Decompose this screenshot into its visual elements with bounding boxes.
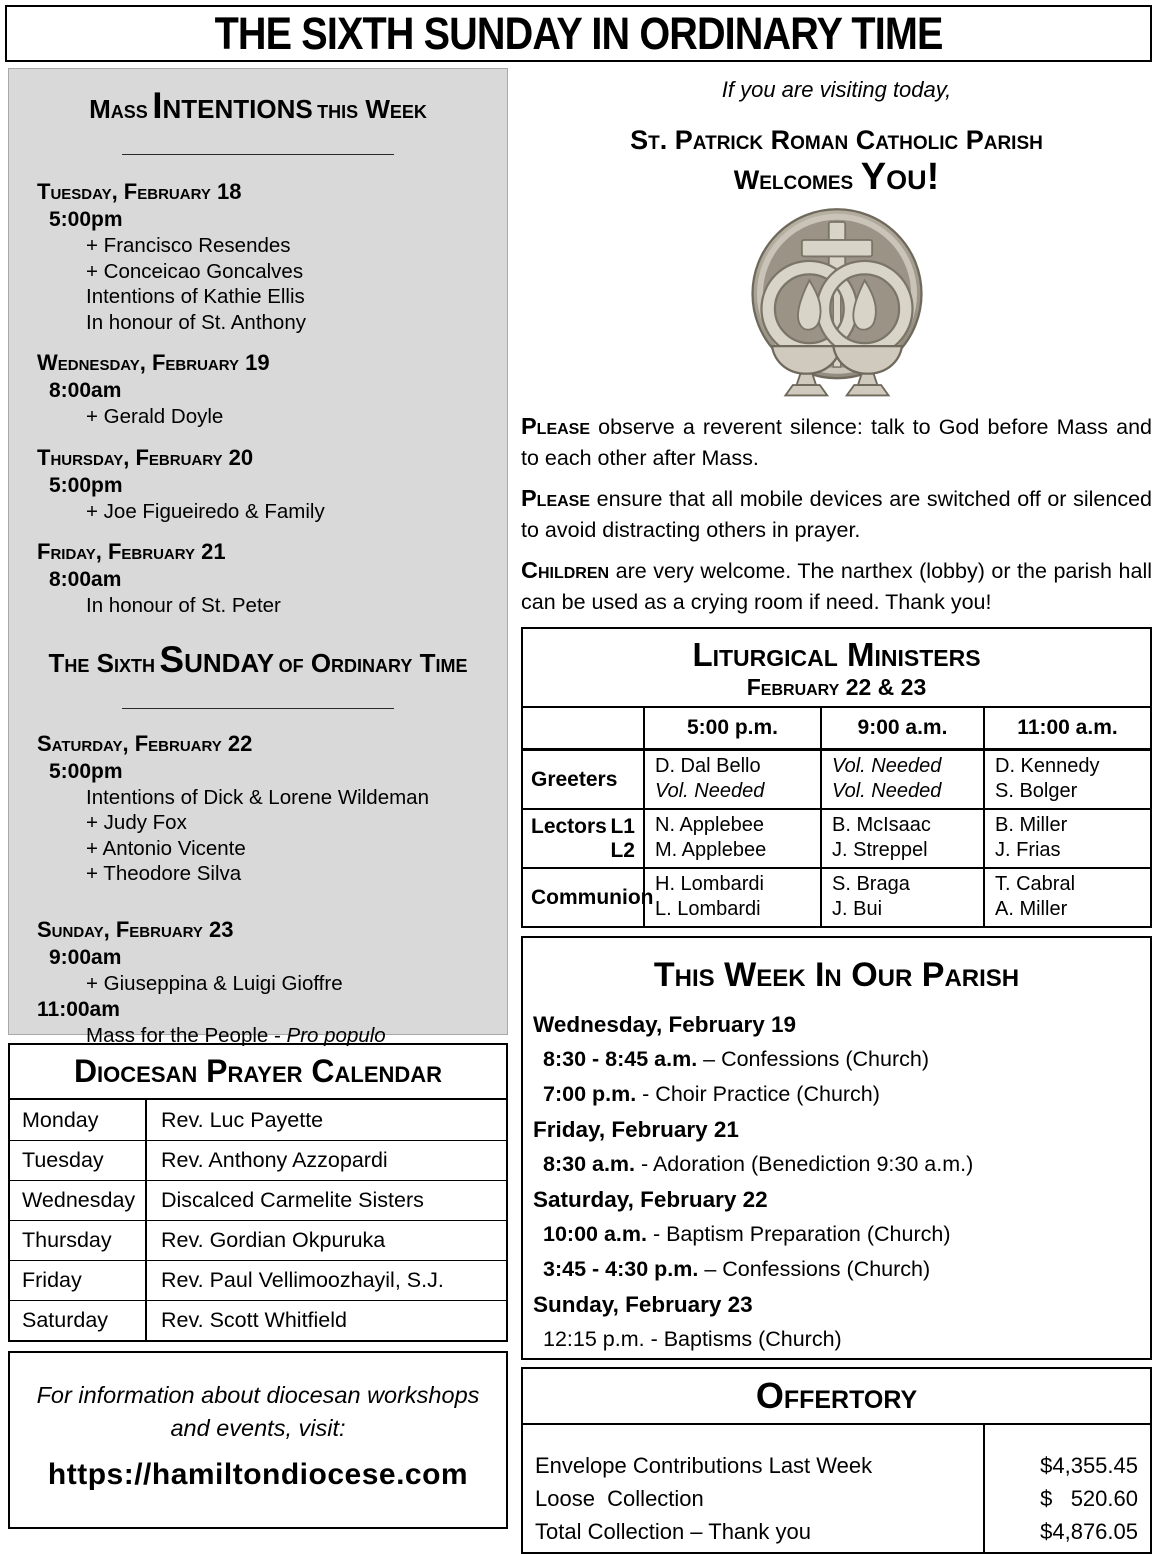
calendar-day: Friday	[22, 1268, 82, 1292]
offertory-label: Total Collection – Thank you	[535, 1519, 811, 1544]
offertory-panel	[521, 1367, 1152, 1554]
table-row	[10, 1100, 506, 1140]
offertory-table	[523, 1425, 1150, 1552]
minister-name: L. Lombardi	[655, 897, 761, 920]
intention-item-latin: Pro populo	[286, 1024, 386, 1047]
offertory-title: Offertory	[523, 1369, 1150, 1425]
schedule-day: Friday, February 21	[533, 1117, 739, 1142]
intention-day: Thursday, February 20	[37, 444, 254, 470]
offertory-labels-column	[523, 1425, 983, 1552]
calendar-name: Rev. Scott Whitfield	[145, 1301, 506, 1340]
offertory-amounts-column	[983, 1425, 1150, 1552]
event-time: 8:30 a.m.	[543, 1152, 636, 1176]
event-time: 8:30 - 8:45 a.m.	[543, 1047, 698, 1071]
intention-day: Saturday, February 22	[37, 730, 253, 756]
intention-day: Sunday, February 23	[37, 916, 234, 942]
intention-time: 5:00pm	[49, 473, 123, 497]
heading-part-large: Intentions	[152, 85, 313, 126]
minister-name: N. Applebee	[655, 814, 764, 836]
empty-header-cell	[523, 708, 643, 748]
intention-block	[9, 729, 507, 887]
visiting-line: If you are visiting today,	[721, 77, 952, 102]
intention-item: + Conceicao Goncalves	[86, 259, 304, 283]
offertory-amount: $4,876.05	[1040, 1519, 1138, 1544]
page-title: THE SIXTH SUNDAY IN ORDINARY TIME	[214, 7, 943, 59]
heading-part: of Ordinary Time	[278, 647, 468, 678]
table-header-row	[523, 708, 1150, 749]
left-column	[8, 68, 508, 1529]
row-label	[523, 810, 643, 867]
intention-time: 8:00am	[49, 568, 122, 591]
heading-rule	[122, 154, 394, 155]
notice-lead-word: Please	[521, 485, 591, 511]
notice-text: ensure that all mobile devices are switched off or silenced to avoid distracting others in prayer.	[521, 487, 1152, 542]
parish-name-line: St. Patrick Roman Catholic Parish	[630, 125, 1043, 155]
calendar-day: Saturday	[22, 1308, 109, 1332]
prayer-calendar-panel	[8, 1043, 508, 1342]
table-row	[10, 1220, 506, 1260]
liturgical-ministers-header	[523, 629, 1150, 708]
table-row	[10, 1260, 506, 1300]
table-cell	[983, 751, 1150, 808]
notice-text: are very welcome. The narthex (lobby) or the parish hall can be used as a crying room if need. Thank you!	[521, 559, 1152, 614]
intention-block	[9, 177, 507, 335]
intention-day: Wednesday, February 19	[37, 350, 270, 375]
diocese-url-link[interactable]: https://hamiltondiocese.com	[47, 1458, 469, 1491]
lector-l1-label: L1	[610, 814, 635, 838]
minister-name: B. Miller	[995, 814, 1068, 836]
table-row	[10, 1180, 506, 1220]
intention-time: 5:00pm	[49, 208, 123, 231]
column-header: 9:00 a.m.	[820, 708, 983, 748]
table-row	[523, 808, 1150, 867]
event-time: 3:45 - 4:30 p.m.	[543, 1257, 699, 1281]
schedule-event	[523, 1042, 1150, 1077]
intention-block	[9, 348, 507, 430]
offertory-label: Envelope Contributions Last Week	[535, 1453, 873, 1478]
intention-item: + Theodore Silva	[86, 862, 242, 885]
table-cell	[983, 810, 1150, 867]
offertory-amount: $4,355.45	[1040, 1453, 1138, 1478]
intention-item-text: Mass for the People -	[86, 1024, 287, 1047]
heading-part-large: Sunday	[159, 638, 275, 680]
notice-text: observe a reverent silence: talk to God before Mass and to each other after Mass.	[521, 415, 1152, 470]
minister-name: Vol. Needed	[832, 779, 942, 802]
welcomes-line	[521, 156, 1152, 201]
calendar-day: Wednesday	[22, 1188, 136, 1212]
intention-item: + Judy Fox	[86, 811, 187, 834]
notice-lead-word: Children	[521, 557, 610, 583]
column-header: 5:00 p.m.	[643, 708, 820, 748]
schedule-day: Saturday, February 22	[533, 1187, 768, 1212]
schedule-event: 12:15 p.m. - Baptisms (Church)	[543, 1327, 842, 1351]
minister-name: J. Frias	[995, 838, 1061, 861]
table-cell	[643, 810, 820, 867]
intention-time: 9:00am	[49, 945, 122, 969]
event-time: 10:00 a.m.	[543, 1222, 647, 1246]
heading-rule	[122, 708, 394, 709]
notice-paragraph	[521, 411, 1152, 474]
intention-time: 11:00am	[37, 998, 120, 1021]
medallion-image-wrap	[521, 205, 1152, 401]
mass-intentions-panel	[8, 68, 508, 1047]
minister-name: A. Miller	[995, 897, 1068, 920]
minister-name: Vol. Needed	[655, 779, 765, 802]
calendar-name: Rev. Luc Payette	[145, 1100, 506, 1140]
you-word: You!	[860, 156, 940, 198]
marriage-medallion-icon	[751, 205, 923, 399]
welcomes-word: Welcomes	[733, 165, 854, 195]
calendar-name: Rev. Anthony Azzopardi	[145, 1141, 506, 1180]
intention-item: Intentions of Kathie Ellis	[86, 285, 305, 308]
heading-part: The Sixth	[48, 647, 155, 678]
liturgical-ministers-dates: February 22 & 23	[746, 674, 927, 700]
table-cell	[643, 751, 820, 808]
sixth-sunday-heading	[9, 639, 507, 689]
mass-intentions-heading	[9, 85, 507, 135]
this-week-panel	[521, 936, 1152, 1360]
workshops-text-line: and events, visit:	[170, 1415, 346, 1441]
calendar-day: Tuesday	[22, 1148, 104, 1172]
intention-block	[9, 537, 507, 619]
workshops-text-line: For information about diocesan workshops	[36, 1382, 480, 1408]
intention-block	[9, 443, 507, 525]
row-label-text: Lectors	[531, 814, 607, 838]
event-text: - Choir Practice (Church)	[636, 1082, 880, 1106]
heading-part: Mass	[89, 94, 148, 124]
schedule-event	[523, 1217, 1150, 1252]
event-time: 7:00 p.m.	[543, 1082, 637, 1106]
minister-name: S. Braga	[832, 873, 910, 895]
minister-name: Vol. Needed	[832, 755, 942, 777]
this-week-title: This Week In Our Parish	[653, 956, 1020, 994]
calendar-name: Rev. Paul Vellimoozhayil, S.J.	[145, 1261, 506, 1300]
lector-l2-label: L2	[610, 838, 635, 862]
minister-name: J. Bui	[832, 897, 883, 920]
row-label: Communion	[531, 885, 654, 909]
calendar-name: Discalced Carmelite Sisters	[145, 1181, 506, 1220]
table-row	[10, 1300, 506, 1340]
event-text: – Confessions (Church)	[697, 1047, 929, 1071]
offertory-label: Loose Collection	[535, 1486, 704, 1511]
schedule-event	[523, 1147, 1150, 1182]
right-column	[521, 68, 1152, 1554]
column-header: 11:00 a.m.	[983, 708, 1150, 748]
minister-name: D. Kennedy	[995, 755, 1100, 777]
prayer-calendar-title: Diocesan Prayer Calendar	[10, 1045, 506, 1100]
calendar-day: Monday	[22, 1107, 99, 1132]
diocesan-workshops-box	[8, 1351, 508, 1529]
schedule-day: Sunday, February 23	[533, 1292, 753, 1317]
table-cell	[983, 869, 1150, 926]
offertory-amount: $ 520.60	[1040, 1486, 1138, 1511]
table-row	[523, 749, 1150, 808]
table-row	[523, 867, 1150, 926]
schedule-event	[523, 1252, 1150, 1287]
row-label: Greeters	[531, 767, 618, 791]
notices-section	[521, 411, 1152, 618]
notice-lead-word: Please	[521, 413, 591, 439]
intention-item: In honour of St. Anthony	[86, 310, 306, 334]
event-text: - Adoration (Benediction 9:30 a.m.)	[635, 1152, 974, 1176]
intention-block	[9, 915, 507, 1049]
intention-day: Friday, February 21	[37, 539, 226, 564]
intention-time: 8:00am	[49, 379, 122, 402]
table-cell	[820, 869, 983, 926]
minister-name: J. Streppel	[832, 838, 928, 861]
intention-item: + Antonio Vicente	[86, 836, 246, 860]
heading-part: this Week	[317, 94, 427, 124]
notice-paragraph	[521, 483, 1152, 546]
calendar-day: Thursday	[22, 1228, 112, 1252]
table-row	[10, 1140, 506, 1180]
schedule-day: Wednesday, February 19	[533, 1012, 797, 1037]
liturgical-ministers-table	[521, 627, 1152, 928]
intention-time: 5:00pm	[49, 759, 123, 783]
minister-name: B. McIsaac	[832, 814, 931, 836]
minister-name: H. Lombardi	[655, 873, 764, 895]
intention-item: In honour of St. Peter	[86, 594, 281, 617]
bulletin-title-banner	[5, 5, 1152, 62]
minister-name: D. Dal Bello	[655, 755, 761, 777]
minister-name: S. Bolger	[995, 779, 1078, 802]
intention-day: Tuesday, February 18	[37, 179, 242, 204]
schedule-event	[523, 1077, 1150, 1112]
minister-name: T. Cabral	[995, 873, 1076, 895]
intention-item: + Giuseppina & Luigi Gioffre	[86, 971, 343, 995]
event-text: – Confessions (Church)	[698, 1257, 931, 1281]
table-cell	[820, 810, 983, 867]
intention-item: + Joe Figueiredo & Family	[86, 499, 325, 523]
event-text: - Baptism Preparation (Church)	[646, 1222, 951, 1246]
table-cell	[820, 751, 983, 808]
table-cell	[643, 869, 820, 926]
intention-item: + Gerald Doyle	[86, 405, 224, 428]
minister-name: M. Applebee	[655, 838, 767, 861]
calendar-name: Rev. Gordian Okpuruka	[145, 1221, 506, 1260]
liturgical-ministers-title: Liturgical Ministers	[692, 636, 981, 673]
intention-item: Intentions of Dick & Lorene Wildeman	[86, 785, 429, 809]
this-week-schedule	[523, 1007, 1150, 1357]
intention-item: + Francisco Resendes	[86, 234, 291, 257]
notice-paragraph	[521, 555, 1152, 618]
